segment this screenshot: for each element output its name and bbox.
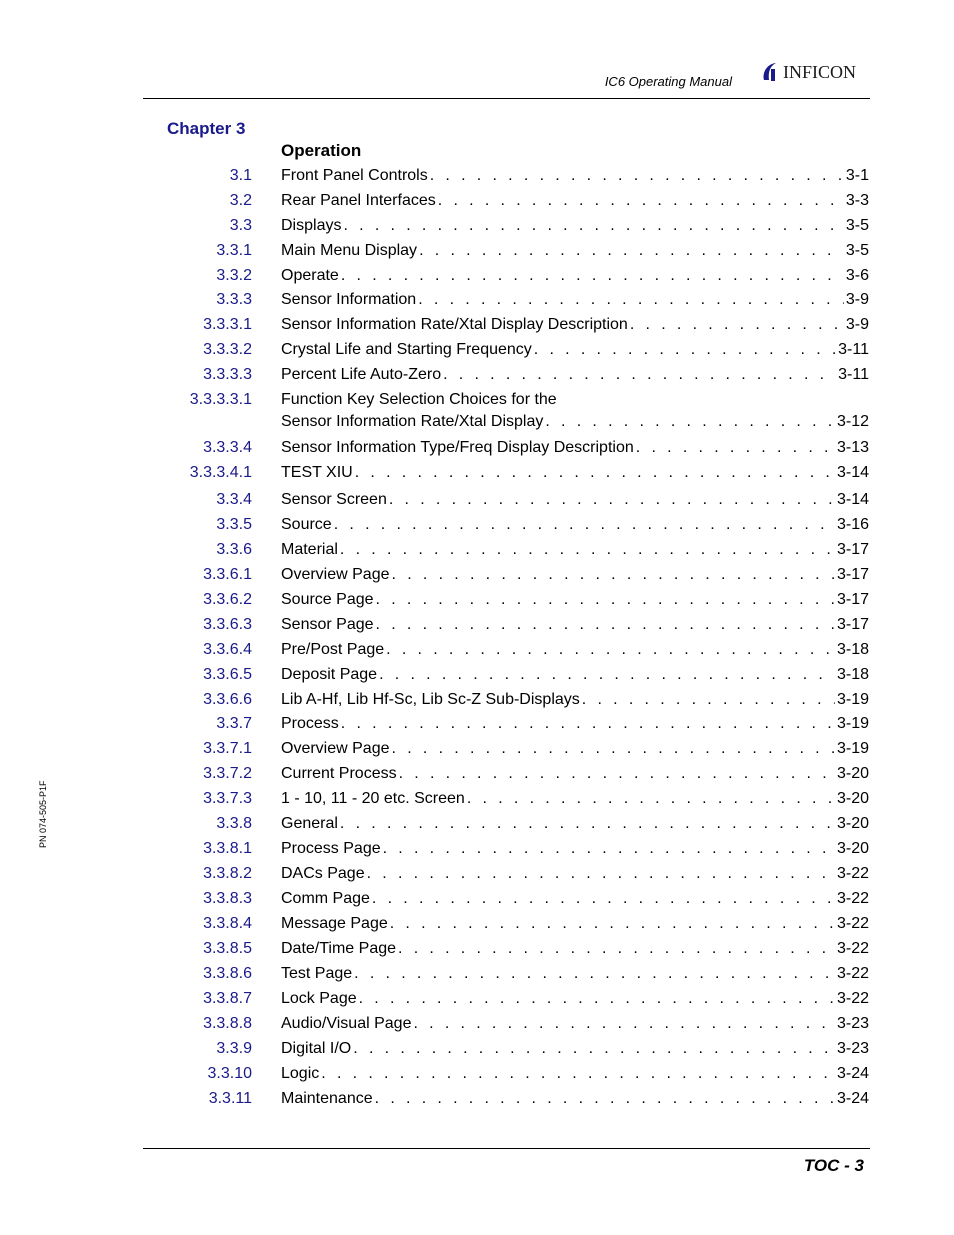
toc-leader-line <box>281 840 869 858</box>
toc-section-number[interactable]: 3.3.7.2 <box>203 765 252 782</box>
toc-leader-line <box>281 865 869 883</box>
toc-leader-line <box>281 413 869 431</box>
toc-page-number: 3-1 <box>845 167 869 184</box>
toc-title: Source <box>281 516 332 533</box>
toc-title: Process <box>281 715 339 732</box>
dot-leader <box>630 316 844 334</box>
dot-leader <box>419 242 844 260</box>
dot-leader <box>376 616 835 634</box>
toc-entry[interactable] <box>0 167 954 189</box>
toc-leader-line <box>281 815 869 833</box>
toc-section-number[interactable]: 3.3.3.3.1 <box>189 391 252 408</box>
part-number: PN 074-505-P1F <box>38 780 48 848</box>
toc-leader-line <box>281 890 869 908</box>
toc-entry[interactable] <box>0 666 954 688</box>
dot-leader <box>438 192 844 210</box>
toc-entry[interactable] <box>0 464 954 486</box>
toc-title: Digital I/O <box>281 1040 352 1057</box>
dot-leader <box>386 641 835 659</box>
dot-leader <box>355 464 835 482</box>
dot-leader <box>376 591 835 609</box>
toc-section-number[interactable]: 3.3.6.3 <box>203 616 252 633</box>
toc-entry[interactable] <box>0 1065 954 1087</box>
toc-title: Message Page <box>281 915 388 932</box>
toc-entry[interactable] <box>0 391 954 435</box>
toc-leader-line <box>281 1090 869 1108</box>
toc-title: Source Page <box>281 591 374 608</box>
toc-leader-line <box>281 1015 869 1033</box>
toc-entry[interactable] <box>0 491 954 513</box>
toc-title: Logic <box>281 1065 320 1082</box>
inficon-logo-icon <box>760 60 780 84</box>
toc-leader-line <box>281 267 869 285</box>
toc-title: Comm Page <box>281 890 370 907</box>
toc-title: Date/Time Page <box>281 940 397 957</box>
toc-entry[interactable] <box>0 516 954 538</box>
toc-leader-line <box>281 439 869 457</box>
toc-entry[interactable] <box>0 316 954 338</box>
toc-section-number[interactable]: 3.2 <box>229 192 252 209</box>
toc-entry[interactable] <box>0 267 954 289</box>
toc-section-number[interactable]: 3.3.9 <box>216 1040 252 1057</box>
toc-title: Rear Panel Interfaces <box>281 192 436 209</box>
toc-section-number[interactable]: 3.3.8.7 <box>203 990 252 1007</box>
toc-entry[interactable] <box>0 242 954 264</box>
dot-leader <box>430 167 844 185</box>
toc-leader-line <box>281 242 869 260</box>
toc-page-number: 3-5 <box>845 217 869 234</box>
toc-section-number[interactable]: 3.3.8.2 <box>203 865 252 882</box>
toc-leader-line <box>281 691 869 709</box>
dot-leader <box>392 566 835 584</box>
toc-entry[interactable] <box>0 291 954 313</box>
toc-section-number[interactable]: 3.3.3.1 <box>203 316 252 333</box>
toc-section-number[interactable]: 3.3.4 <box>216 491 252 508</box>
toc-entry[interactable] <box>0 890 954 912</box>
toc-leader-line <box>281 167 869 185</box>
dot-leader <box>359 990 835 1008</box>
toc-section-number[interactable]: 3.3.8.8 <box>203 1015 252 1032</box>
toc-entry[interactable] <box>0 641 954 663</box>
toc-entry[interactable] <box>0 616 954 638</box>
toc-page-number: 3-9 <box>845 291 869 308</box>
dot-leader <box>343 217 843 235</box>
toc-title: Lock Page <box>281 990 357 1007</box>
toc-section-number[interactable]: 3.3.3 <box>216 291 252 308</box>
toc-title: DACs Page <box>281 865 365 882</box>
toc-title: Front Panel Controls <box>281 167 428 184</box>
toc-page-number: 3-18 <box>836 666 869 683</box>
toc-title: Lib A-Hf, Lib Hf-Sc, Lib Sc-Z Sub-Displays <box>281 691 580 708</box>
toc-leader-line <box>281 715 869 733</box>
toc-page-number: 3-11 <box>838 366 869 383</box>
toc-entry[interactable] <box>0 740 954 762</box>
toc-page-number: 3-22 <box>836 865 869 882</box>
toc-entry[interactable] <box>0 940 954 962</box>
toc-page-number: 3-20 <box>836 815 869 832</box>
toc-page-number: 3-18 <box>836 641 869 658</box>
dot-leader <box>399 765 835 783</box>
dot-leader <box>636 439 835 457</box>
toc-section-number[interactable]: 3.3.5 <box>216 516 252 533</box>
toc-section-number[interactable]: 3.3.3.4.1 <box>189 464 252 481</box>
toc-section-number[interactable]: 3.3.2 <box>216 267 252 284</box>
toc-leader-line <box>281 790 869 808</box>
toc-page-number: 3-20 <box>836 840 869 857</box>
toc-section-number[interactable]: 3.3.8 <box>216 815 252 832</box>
dot-leader <box>372 890 835 908</box>
dot-leader <box>379 666 835 684</box>
toc-entry[interactable] <box>0 765 954 787</box>
toc-page-number: 3-24 <box>836 1065 869 1082</box>
toc-section-number[interactable]: 3.3 <box>229 217 252 234</box>
toc-page-number: 3-16 <box>836 516 869 533</box>
toc-page-number: 3-22 <box>836 965 869 982</box>
toc-section-number[interactable]: 3.3.6.5 <box>203 666 252 683</box>
toc-section-number[interactable]: 3.3.1 <box>216 242 252 259</box>
toc-title: Material <box>281 541 338 558</box>
toc-section-number[interactable]: 3.3.7.1 <box>203 740 252 757</box>
toc-section-number[interactable]: 3.3.8.4 <box>203 915 252 932</box>
toc-section-number[interactable]: 3.3.3.3 <box>203 366 252 383</box>
toc-title: Sensor Information Rate/Xtal Display <box>281 413 544 430</box>
toc-page-number: 3-6 <box>845 267 869 284</box>
toc-page-number: 3-17 <box>836 541 869 558</box>
toc-page-number: 3-23 <box>836 1015 869 1032</box>
toc-entry[interactable] <box>0 1015 954 1037</box>
toc-leader-line <box>281 965 869 983</box>
toc-page-number: 3-22 <box>836 890 869 907</box>
toc-leader-line <box>281 566 869 584</box>
toc-page-number: 3-22 <box>836 990 869 1007</box>
toc-page-number: 3-19 <box>836 715 869 732</box>
toc-leader-line <box>281 464 869 482</box>
toc-title: Process Page <box>281 840 381 857</box>
toc-title: Sensor Information Type/Freq Display Description <box>281 439 634 456</box>
dot-leader <box>354 965 835 983</box>
toc-section-number[interactable]: 3.3.6.2 <box>203 591 252 608</box>
toc-page-number: 3-19 <box>836 691 869 708</box>
toc-title: Maintenance <box>281 1090 373 1107</box>
toc-leader-line <box>281 192 869 210</box>
toc-leader-line <box>281 491 869 509</box>
toc-page-number: 3-11 <box>838 341 869 358</box>
chapter-label[interactable]: Chapter 3 <box>167 119 246 138</box>
toc-entry[interactable] <box>0 715 954 737</box>
dot-leader <box>418 291 844 309</box>
dot-leader <box>389 491 835 509</box>
dot-leader <box>375 1090 835 1108</box>
toc-entry[interactable] <box>0 591 954 613</box>
logo-text: INFICON <box>783 61 857 82</box>
toc-title: Sensor Screen <box>281 491 387 508</box>
toc-section-number[interactable]: 3.3.6 <box>216 541 252 558</box>
dot-leader <box>467 790 835 808</box>
toc-title: Main Menu Display <box>281 242 418 259</box>
toc-title: General <box>281 815 338 832</box>
toc-entry[interactable] <box>0 566 954 588</box>
toc-section-number[interactable]: 3.1 <box>229 167 252 184</box>
toc-leader-line <box>281 990 869 1008</box>
toc-entry[interactable] <box>0 192 954 214</box>
toc-page-number: 3-24 <box>836 1090 869 1107</box>
section-heading: Operation <box>281 141 362 160</box>
toc-title: Displays <box>281 217 342 234</box>
toc-leader-line <box>281 666 869 684</box>
toc-leader-line <box>281 1065 869 1083</box>
toc-leader-line <box>281 316 869 334</box>
toc-entry[interactable] <box>0 840 954 862</box>
dot-leader <box>353 1040 835 1058</box>
toc-entry[interactable] <box>0 790 954 812</box>
dot-leader <box>392 740 835 758</box>
dot-leader <box>390 915 835 933</box>
toc-entry[interactable] <box>0 217 954 239</box>
toc-leader-line <box>281 641 869 659</box>
toc-title: Overview Page <box>281 740 390 757</box>
toc-entry[interactable] <box>0 1040 954 1062</box>
toc-page-number: 3-3 <box>845 192 869 209</box>
dot-leader <box>398 940 835 958</box>
toc-page-number: 3-17 <box>836 566 869 583</box>
toc-title: Sensor Information <box>281 291 417 308</box>
toc-section-number[interactable]: 3.3.8.1 <box>203 840 252 857</box>
toc-leader-line <box>281 366 869 384</box>
toc-page-number: 3-14 <box>836 491 869 508</box>
toc-page-number: 3-22 <box>836 915 869 932</box>
dot-leader <box>443 366 836 384</box>
toc-section-number[interactable]: 3.3.7.3 <box>203 790 252 807</box>
toc-section-number[interactable]: 3.3.11 <box>208 1090 252 1107</box>
toc-leader-line <box>281 541 869 559</box>
toc-leader-line <box>281 765 869 783</box>
toc-entry[interactable] <box>0 815 954 837</box>
toc-entry[interactable] <box>0 965 954 987</box>
dot-leader <box>383 840 835 858</box>
toc-section-number[interactable]: 3.3.3.4 <box>203 439 252 456</box>
toc-title: Test Page <box>281 965 353 982</box>
toc-page-number: 3-9 <box>845 316 869 333</box>
page-label: TOC - 3 <box>803 1156 864 1175</box>
toc-title: Sensor Page <box>281 616 374 633</box>
toc-entry[interactable] <box>0 990 954 1012</box>
toc-page-number: 3-19 <box>836 740 869 757</box>
dot-leader <box>341 715 835 733</box>
toc-section-number[interactable]: 3.3.8.3 <box>203 890 252 907</box>
toc-title: Audio/Visual Page <box>281 1015 412 1032</box>
toc-page-number: 3-13 <box>836 439 869 456</box>
footer-rule <box>143 1148 870 1149</box>
dot-leader <box>367 865 835 883</box>
toc-entry[interactable] <box>0 691 954 713</box>
toc-title: Crystal Life and Starting Frequency <box>281 341 532 358</box>
dot-leader <box>582 691 835 709</box>
toc-page-number: 3-23 <box>836 1040 869 1057</box>
toc-entry[interactable] <box>0 865 954 887</box>
toc-title: Operate <box>281 267 339 284</box>
dot-leader <box>545 413 835 431</box>
toc-leader-line <box>281 341 869 359</box>
dot-leader <box>321 1065 835 1083</box>
toc-section-number[interactable]: 3.3.3.2 <box>203 341 252 358</box>
dot-leader <box>340 541 835 559</box>
toc-leader-line <box>281 291 869 309</box>
dot-leader <box>413 1015 835 1033</box>
dot-leader <box>341 267 844 285</box>
toc-leader-line <box>281 516 869 534</box>
toc-page-number: 3-17 <box>836 591 869 608</box>
toc-title: Pre/Post Page <box>281 641 385 658</box>
toc-page-number: 3-12 <box>836 413 869 430</box>
toc-title-line: Function Key Selection Choices for the <box>281 391 557 408</box>
toc-entry[interactable] <box>0 439 954 461</box>
toc-title: Deposit Page <box>281 666 378 683</box>
toc-entry[interactable] <box>0 341 954 363</box>
toc-page-number: 3-17 <box>836 616 869 633</box>
toc-leader-line <box>281 1040 869 1058</box>
toc-page-number: 3-5 <box>845 242 869 259</box>
dot-leader <box>334 516 835 534</box>
header-rule <box>143 98 870 99</box>
toc-leader-line <box>281 616 869 634</box>
toc-section-number[interactable]: 3.3.8.6 <box>203 965 252 982</box>
toc-page-number: 3-22 <box>836 940 869 957</box>
toc-title: Current Process <box>281 765 397 782</box>
toc-page-number: 3-20 <box>836 765 869 782</box>
toc-title: Sensor Information Rate/Xtal Display Description <box>281 316 628 333</box>
manual-title: IC6 Operating Manual <box>604 74 732 89</box>
toc-title: TEST XIU <box>281 464 353 481</box>
toc-section-number[interactable]: 3.3.8.5 <box>203 940 252 957</box>
toc-section-number[interactable]: 3.3.10 <box>207 1065 252 1082</box>
toc-section-number[interactable]: 3.3.6.1 <box>203 566 252 583</box>
toc-entry[interactable] <box>0 366 954 388</box>
toc-leader-line <box>281 217 869 235</box>
toc-leader-line <box>281 915 869 933</box>
toc-page-number: 3-14 <box>836 464 869 481</box>
toc-title: 1 - 10, 11 - 20 etc. Screen <box>281 790 465 807</box>
dot-leader <box>340 815 835 833</box>
inficon-logo <box>760 58 872 86</box>
toc-section-number[interactable]: 3.3.6.4 <box>203 641 252 658</box>
toc-entry[interactable] <box>0 915 954 937</box>
toc-leader-line <box>281 740 869 758</box>
toc-section-number[interactable]: 3.3.7 <box>216 715 252 732</box>
toc-leader-line <box>281 940 869 958</box>
toc-leader-line <box>281 591 869 609</box>
dot-leader <box>534 341 836 359</box>
toc-entry[interactable] <box>0 1090 954 1112</box>
toc-title: Overview Page <box>281 566 390 583</box>
toc-entry[interactable] <box>0 541 954 563</box>
toc-section-number[interactable]: 3.3.6.6 <box>203 691 252 708</box>
toc-page-number: 3-20 <box>836 790 869 807</box>
toc-title: Percent Life Auto-Zero <box>281 366 442 383</box>
